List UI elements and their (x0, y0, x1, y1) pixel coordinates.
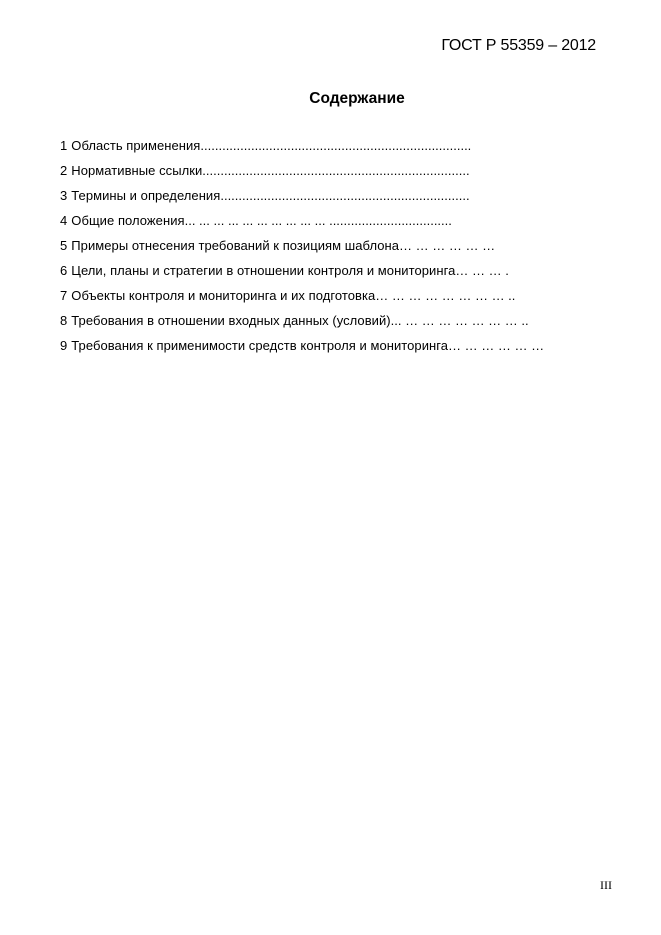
toc-entry-6[interactable] (60, 262, 544, 287)
toc-dot-leader: ... ... ... ... ... ... ... ... ... ... .................................. (184, 213, 452, 228)
toc-entry-9[interactable] (60, 337, 544, 362)
toc-dot-leader: … … … … … … … … .. (375, 288, 516, 303)
toc-dot-leader: ... … … … … … … … .. (390, 313, 529, 328)
toc-dot-leader: ..................................................................... (220, 188, 470, 203)
toc-entry-8[interactable] (60, 312, 544, 337)
toc-dot-leader: … … … … … … (399, 238, 496, 253)
toc-dot-leader: .......................................................................... (202, 163, 470, 178)
toc-entry-number: 7 (60, 288, 68, 303)
table-of-contents (60, 137, 544, 362)
document-code-header: ГОСТ Р 55359 – 2012 (441, 37, 596, 54)
toc-entry-number: 5 (60, 238, 68, 253)
toc-entry-title: Требования в отношении входных данных (условий) (71, 313, 391, 328)
toc-dot-leader: … … … … … … (448, 338, 545, 353)
page-number: III (600, 878, 612, 892)
toc-entry-number: 6 (60, 263, 68, 278)
toc-entry-number: 4 (60, 213, 68, 228)
toc-entry-number: 2 (60, 163, 68, 178)
toc-title: Содержание (309, 90, 405, 107)
toc-entry-title: Термины и определения (71, 188, 221, 203)
toc-entry-number: 9 (60, 338, 68, 353)
toc-entry-title: Цели, планы и стратегии в отношении контроля и мониторинга (71, 263, 456, 278)
toc-entry-title: Примеры отнесения требований к позициям шаблона (71, 238, 400, 253)
toc-entry-number: 3 (60, 188, 68, 203)
toc-entry-title: Нормативные ссылки (71, 163, 203, 178)
toc-entry-title: Объекты контроля и мониторинга и их подготовка (71, 288, 376, 303)
toc-entry-1[interactable] (60, 137, 544, 162)
toc-dot-leader: … … … . (455, 263, 509, 278)
toc-entry-4[interactable] (60, 212, 544, 237)
toc-entry-title: Область применения (71, 138, 201, 153)
toc-entry-title: Требования к применимости средств контроля и мониторинга (71, 338, 449, 353)
toc-entry-2[interactable] (60, 162, 544, 187)
toc-entry-number: 1 (60, 138, 68, 153)
toc-entry-3[interactable] (60, 187, 544, 212)
toc-entry-number: 8 (60, 313, 68, 328)
toc-dot-leader: ........................................................................... (200, 138, 472, 153)
toc-entry-title: Общие положения (71, 213, 185, 228)
toc-entry-7[interactable] (60, 287, 544, 312)
toc-entry-5[interactable] (60, 237, 544, 262)
